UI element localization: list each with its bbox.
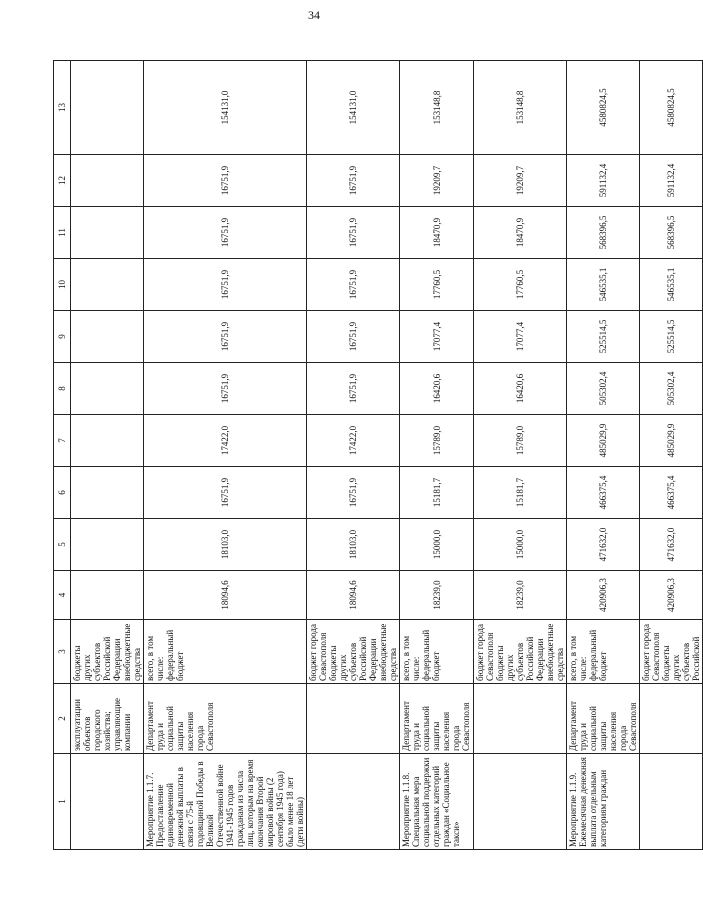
column-header: 8: [54, 363, 71, 415]
table-cell-c12: 591132,4: [567, 155, 640, 207]
table-cell-c8: 16420,6: [400, 363, 474, 415]
table-cell-c11: [71, 207, 144, 259]
column-header: 1: [54, 754, 71, 850]
table-cell-c13: 4580824,5: [567, 61, 640, 155]
table-cell-c6: 16751,9: [307, 467, 400, 519]
table-cell-c2: Департамент труда и социальной защиты населения города Севастополя: [567, 684, 640, 754]
table-cell-c9: 16751,9: [144, 311, 307, 363]
table-cell-c12: 591132,4: [640, 155, 703, 207]
table-cell-c4: 18094,6: [144, 571, 307, 620]
table-cell-c1: Мероприятие 1.1.9. Ежемесячная денежная выплата отдельным категориям граждан: [567, 754, 640, 850]
table-cell-c8: 505302,4: [567, 363, 640, 415]
table-cell-c13: 154131,0: [144, 61, 307, 155]
table-cell-c5: 15000,0: [400, 519, 474, 571]
table-cell-c3: бюджет города Севастополя бюджеты других субъектов Российской Федерации внебюджетные средства: [307, 620, 400, 684]
table-cell-c5: 18103,0: [144, 519, 307, 571]
table-cell-c7: [71, 415, 144, 467]
table-row: [71, 61, 144, 850]
column-header: 3: [54, 620, 71, 684]
column-header: 10: [54, 259, 71, 311]
table-cell-c11: 568396,5: [640, 207, 703, 259]
table-cell-c10: 546535,1: [567, 259, 640, 311]
table-cell-c10: 17760,5: [474, 259, 567, 311]
table-cell-c6: 466375,4: [640, 467, 703, 519]
table-cell-c7: 15789,0: [400, 415, 474, 467]
table-cell-c2: эксплуатации объектов городского хозяйства; управляющие компании: [71, 684, 144, 754]
table-cell-c7: 17422,0: [307, 415, 400, 467]
table-cell-c2: [640, 684, 703, 754]
column-header: 9: [54, 311, 71, 363]
table-cell-c3: всего, в том числе: федеральный бюджет: [144, 620, 307, 684]
table-cell-c1: [474, 754, 567, 850]
table-cell-c9: 17077,4: [474, 311, 567, 363]
table-cell-c11: 18470,9: [474, 207, 567, 259]
table-cell-c6: 15181,7: [474, 467, 567, 519]
table-cell-c10: 16751,9: [144, 259, 307, 311]
table-cell-c12: 16751,9: [144, 155, 307, 207]
table-cell-c13: 154131,0: [307, 61, 400, 155]
table-cell-c7: 17422,0: [144, 415, 307, 467]
table-cell-c5: 471632,0: [567, 519, 640, 571]
column-header: 12: [54, 155, 71, 207]
table-cell-c12: [71, 155, 144, 207]
table-cell-c11: 18470,9: [400, 207, 474, 259]
table-row: [144, 61, 307, 850]
table-cell-c6: [71, 467, 144, 519]
table-cell-c10: 546535,1: [640, 259, 703, 311]
table-cell-c6: 16751,9: [144, 467, 307, 519]
table-cell-c11: 16751,9: [307, 207, 400, 259]
table-cell-c3: бюджет города Севастополя бюджеты других субъектов Российской Федерации внебюджетные средства: [474, 620, 567, 684]
table-cell-c8: 505302,4: [640, 363, 703, 415]
table-cell-c3: бюджеты других субъектов Российской Федерации внебюджетные средства: [71, 620, 144, 684]
table-cell-c9: 16751,9: [307, 311, 400, 363]
table-cell-c12: 19209,7: [400, 155, 474, 207]
table-cell-c6: 15181,7: [400, 467, 474, 519]
table-row: [400, 61, 474, 850]
table-cell-c2: Департамент труда и социальной защиты населения города Севастополя: [144, 684, 307, 754]
table-cell-c4: 420906,3: [567, 571, 640, 620]
table-cell-c5: 471632,0: [640, 519, 703, 571]
rotated-budget-table: [53, 60, 701, 850]
table-cell-c12: 16751,9: [307, 155, 400, 207]
table-cell-c13: 153148,8: [474, 61, 567, 155]
table-cell-c11: 16751,9: [144, 207, 307, 259]
page-number: 34: [308, 8, 320, 22]
table-row: [640, 61, 703, 850]
table-cell-c4: 18239,0: [400, 571, 474, 620]
table-cell-c9: [71, 311, 144, 363]
table-cell-c3: бюджет города Севастополя бюджеты других субъектов Российской: [640, 620, 703, 684]
table-cell-c7: 15789,0: [474, 415, 567, 467]
table-cell-c5: [71, 519, 144, 571]
table-cell-c12: 19209,7: [474, 155, 567, 207]
budget-table: [53, 60, 703, 850]
table-cell-c13: [71, 61, 144, 155]
column-header: 5: [54, 519, 71, 571]
table-cell-c3: всего, в том числе: федеральный бюджет: [400, 620, 474, 684]
table-cell-c3: всего, в том числе: федеральный бюджет: [567, 620, 640, 684]
column-header: 13: [54, 61, 71, 155]
table-cell-c13: 4580824,5: [640, 61, 703, 155]
table-cell-c1: Мероприятие 1.1.8. Специальная мера социальной поддержки отдельных категорий граждан «Социальное такси»: [400, 754, 474, 850]
table-cell-c7: 485029,9: [567, 415, 640, 467]
table-cell-c7: 485029,9: [640, 415, 703, 467]
table-cell-c13: 153148,8: [400, 61, 474, 155]
table-cell-c10: 17760,5: [400, 259, 474, 311]
column-header: 2: [54, 684, 71, 754]
table-cell-c8: [71, 363, 144, 415]
table-cell-c2: [474, 684, 567, 754]
table-cell-c4: 420906,3: [640, 571, 703, 620]
table-cell-c9: 17077,4: [400, 311, 474, 363]
column-header: 4: [54, 571, 71, 620]
table-row: [474, 61, 567, 850]
table-cell-c1: [640, 754, 703, 850]
table-cell-c1: [307, 754, 400, 850]
table-cell-c4: 18094,6: [307, 571, 400, 620]
table-cell-c10: 16751,9: [307, 259, 400, 311]
table-cell-c8: 16751,9: [144, 363, 307, 415]
table-cell-c2: [307, 684, 400, 754]
table-cell-c9: 525514,5: [567, 311, 640, 363]
table-cell-c4: 18239,0: [474, 571, 567, 620]
column-header: 6: [54, 467, 71, 519]
table-row: [307, 61, 400, 850]
table-cell-c9: 525514,5: [640, 311, 703, 363]
table-cell-c4: [71, 571, 144, 620]
table-cell-c6: 466375,4: [567, 467, 640, 519]
table-row: [567, 61, 640, 850]
table-cell-c1: Мероприятие 1.1.7. Предоставление единовременной денежной выплаты в связи с 75-й годовщиной Победы в Великой Отечественной войне 1941-1945 годов гражданам из числа лиц, которым на время окончания Второй мировой войны (2 сентября 1945 года) было менее 18 лет (дети войны): [144, 754, 307, 850]
table-cell-c10: [71, 259, 144, 311]
column-header: 7: [54, 415, 71, 467]
table-cell-c5: 18103,0: [307, 519, 400, 571]
table-cell-c5: 15000,0: [474, 519, 567, 571]
table-cell-c1: [71, 754, 144, 850]
table-cell-c11: 568396,5: [567, 207, 640, 259]
table-cell-c2: Департамент труда и социальной защиты населения города Севастополя: [400, 684, 474, 754]
table-header-row: [54, 61, 71, 850]
table-cell-c8: 16420,6: [474, 363, 567, 415]
column-header: 11: [54, 207, 71, 259]
table-cell-c8: 16751,9: [307, 363, 400, 415]
